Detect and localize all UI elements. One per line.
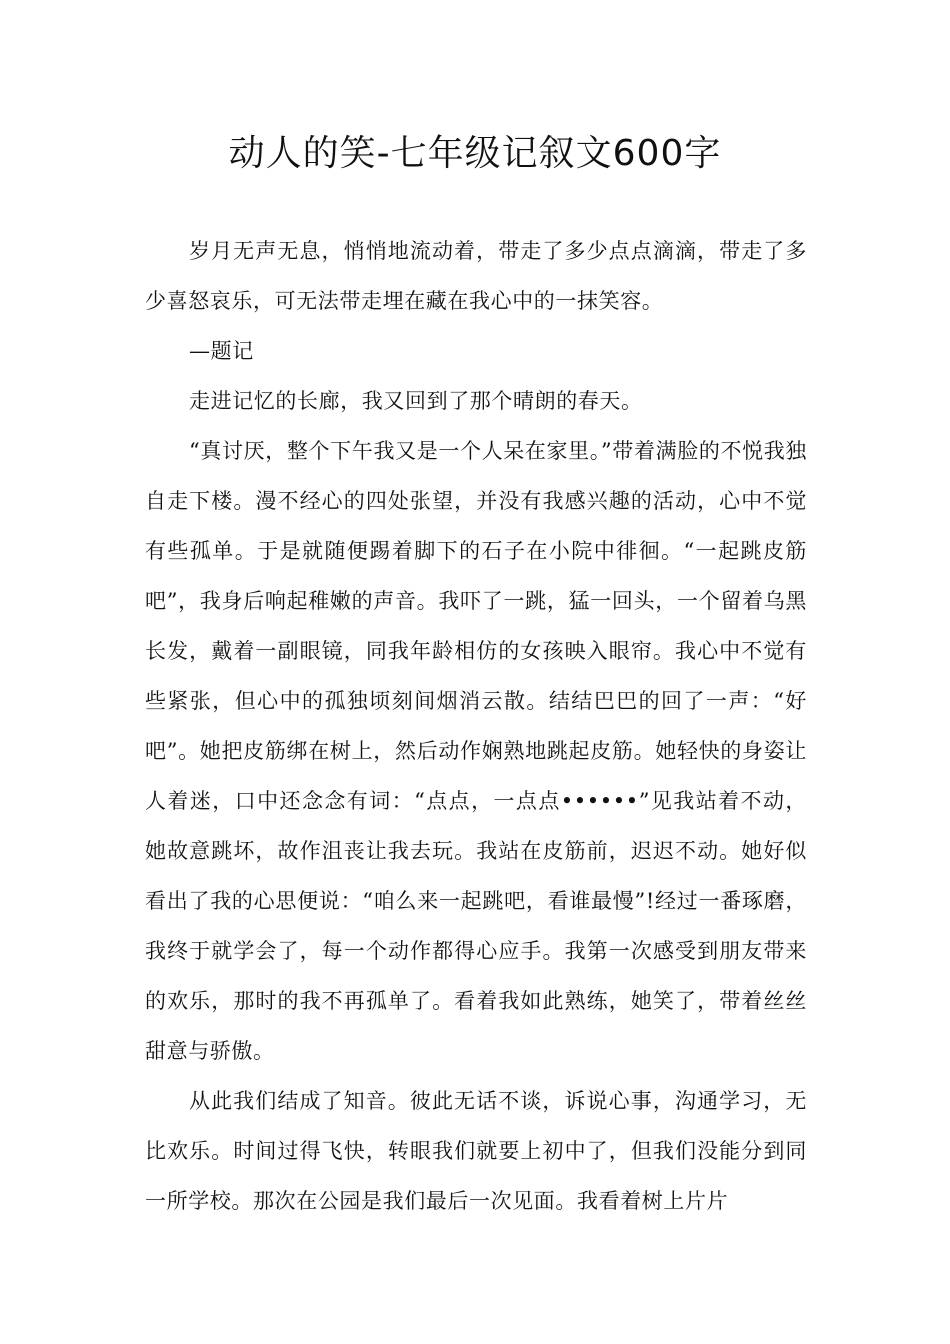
paragraph-friendship: 从此我们结成了知音。彼此无话不谈，诉说心事，沟通学习，无比欢乐。时间过得飞快，转眼我们就要上初中了，但我们没能分到同一所学校。那次在公园是我们最后一次见面。我看着树上片片 (145, 1089, 807, 1213)
paragraph-epigraph: —题记 (189, 339, 254, 363)
paragraph-memory: 走进记忆的长廊，我又回到了那个晴朗的春天。 (189, 389, 643, 413)
paragraph-intro: 岁月无声无息，悄悄地流动着，带走了多少点点滴滴，带走了多少喜怒哀乐，可无法带走埋在藏在我心中的一抹笑容。 (145, 239, 807, 313)
page-title: 动人的笑-七年级记叙文600字 (228, 133, 722, 174)
essay-body (145, 226, 807, 1226)
paragraph-story: “真讨厌，整个下午我又是一个人呆在家里。”带着满脸的不悦我独自走下楼。漫不经心的四处张望，并没有我感兴趣的活动，心中不觉有些孤单。于是就随便踢着脚下的石子在小院中徘徊。“一起跳皮筋吧”，我身后响起稚嫩的声音。我吓了一跳，猛一回头，一个留着乌黑长发，戴着一副眼镜，同我年龄相仿的女孩映入眼帘。我心中不觉有些紧张，但心中的孤独顷刻间烟消云散。结结巴巴的回了一声：“好吧”。她把皮筋绑在树上，然后动作娴熟地跳起皮筋。她轻快的身姿让人着迷，口中还念念有词：“点点，一点点••••••”见我站着不动，她故意跳坏，故作沮丧让我去玩。我站在皮筋前，迟迟不动。她好似看出了我的心思便说：“咱么来一起跳吧，看谁最慢”!经过一番琢磨，我终于就学会了，每一个动作都得心应手。我第一次感受到朋友带来的欢乐，那时的我不再孤单了。看着我如此熟练，她笑了，带着丝丝甜意与骄傲。 (145, 439, 807, 1063)
